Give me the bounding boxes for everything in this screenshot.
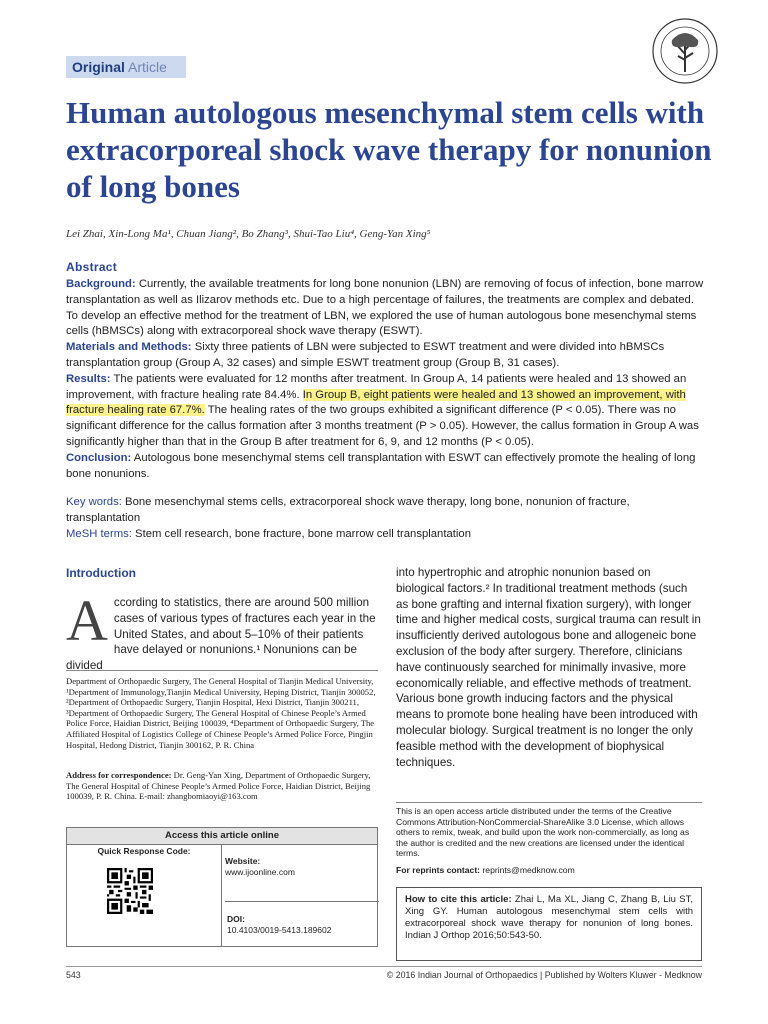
keywords-block: Key words: Bone mesenchymal stems cells, extracorporeal shock wave therapy, long bone, nonunion of fracture, transplantation MeSH terms: Stem cell research, bone fracture, bone marrow cell transplantation bbox=[66, 496, 630, 540]
qr-code-icon[interactable] bbox=[107, 868, 153, 914]
introduction-column-2: into hypertrophic and atrophic nonunion based on biological factors.² In traditional treatment methods (such as bone grafting and internal fixation surgery), with longer time and higher medical costs, surgical trauma can result in insufficiently derived autologous bone and allogeneic bone exclusion of the body after surgery. Therefore, clinicians have continuously searched for minimally invasive, more economically reliable, and effective methods of treatment. Various bone growth inducing factors and the physical means to promote bone healing have been introduced with molecular biology. Surgical treatment is no longer the only feasible method with the development of biophysical techniques. bbox=[396, 566, 701, 769]
abstract-results: Results: The patients were evaluated for 12 months after treatment. In Group A, 14 patients were healed and 13 showed an improvement, with fracture healing rate 84.4%. In Group B, eight patients were healed and 13 showed an improvement, with fracture healing rate 67.7%. The healing rates of the two groups exhibited a significant difference (P < 0.05). There was no significant difference for the callus formation after 3 months treatment (P > 0.05). However, the callus formation in Group A was significantly higher than that in the Group B after treatment for 6, 9, and 12 months (P < 0.05). bbox=[66, 372, 699, 448]
author-list: Lei Zhai, Xin-Long Ma¹, Chuan Jiang², Bo Zhang³, Shui-Tao Liu⁴, Geng-Yan Xing⁵ bbox=[66, 228, 431, 240]
doi-link[interactable]: 10.4103/0019-5413.189602 bbox=[227, 925, 332, 935]
abstract-body bbox=[66, 277, 706, 482]
access-heading: Access this article online bbox=[67, 828, 377, 845]
introduction-text: According to statistics, there are around 500 million cases of various types of fractures each year in the United States, and about 5–10% of their patients have delayed or nonunions.¹ Nonunions can be divided bbox=[66, 588, 376, 673]
highlighted-text: In Group B, eight patients were healed and 13 showed an improvement, with fracture healing rate 67.7%. bbox=[66, 388, 686, 417]
website-row: Website: www.ijoonline.com bbox=[225, 856, 379, 902]
correspondence-address: Address for correspondence: Dr. Geng-Yan Xing, Department of Orthopaedic Surgery, The General Hospital of Chinese People’s Armed Police Force, Haidian District, Beijing 100039, P. R. China. E-mail: zhangbomiaoyi@163.com bbox=[66, 770, 371, 802]
article-type-badge: Original Article bbox=[66, 56, 186, 78]
affiliations: Department of Orthopaedic Surgery, The General Hospital of Tianjin Medical University, ¹Department of Immunology,Tianjin Medical University, Heping District, Tianjin 300052, ²Department of Orthopaedic Surgery, Tianjin Hospital, Hexi District, Tianjin 300211, ³Department of Orthopaedic Surgery, The General Hospital of Chinese People’s Armed Police Force, Haidian District, Beijing 100039, ⁴Department of Orthopaedic Surgery, The Affiliated Hospital of Logistics College of Chinese People’s Armed Police Force, Pingjin Hospital, Hedong District, Tianjin 300162, P. R. China bbox=[66, 670, 378, 750]
drop-cap: A bbox=[66, 588, 108, 653]
reprints-email[interactable]: reprints@medknow.com bbox=[482, 864, 575, 875]
introduction-heading: Introduction bbox=[66, 566, 136, 580]
abstract-background: Background: Currently, the available treatments for long bone nonunion (LBN) are removing of focus of infection, bone marrow transplantation as well as Ilizarov methods etc. Due to a high percentage of failures, the treatments are complex and debated. To develop an effective method for the treatment of LBN, we explored the use of human autologous bone mesenchymal stems cells (hBMSCs) along with extracorporeal shock wave therapy (ESWT). bbox=[66, 278, 704, 338]
abstract-conclusion: Conclusion: Autologous bone mesenchymal stems cell transplantation with ESWT can effectively promote the healing of long bone nonunions. bbox=[66, 451, 696, 480]
access-box bbox=[66, 827, 378, 947]
doi-row: DOI: 10.4103/0019-5413.189602 bbox=[225, 902, 379, 936]
article-title: Human autologous mesenchymal stem cells with extracorporeal shock wave therapy for nonunion of long bones bbox=[66, 95, 712, 204]
journal-logo-icon bbox=[650, 16, 720, 86]
citation-box: How to cite this article: Zhai L, Ma XL, Jiang C, Zhang B, Liu ST, Xing GY. Human autologous mesenchymal stem cells with extracorporeal shock wave therapy for nonunion of long bones. Indian J Orthop 2016;50:543-50. bbox=[396, 887, 702, 961]
license-text: This is an open access article distributed under the terms of the Creative Commons Attribution-NonCommercial-ShareAlike 3.0 License, which allows others to remix, tweak, and build upon the work non-commercially, as long as the author is credited and the new creations are licensed under the identical terms. bbox=[396, 806, 690, 859]
license-block: This is an open access article distributed under the terms of the Creative Commons Attribution-NonCommercial-ShareAlike 3.0 License, which allows others to remix, tweak, and build upon the work non-commercially, as long as the author is credited and the new creations are licensed under the identical terms. For reprints contact: reprints@medknow.com bbox=[396, 802, 702, 876]
access-links bbox=[223, 844, 379, 936]
abstract-heading: Abstract bbox=[66, 260, 118, 274]
qr-cell bbox=[67, 844, 222, 946]
abstract-methods: Materials and Methods: Sixty three patients of LBN were subjected to ESWT treatment and were divided into hBMSCs transplantation group (Group A, 32 cases) and simple ESWT treatment group (Group B, 31 cases). bbox=[66, 341, 665, 369]
website-link[interactable]: www.ijoonline.com bbox=[225, 867, 295, 877]
copyright: © 2016 Indian Journal of Orthopaedics | Published by Wolters Kluwer - Medknow bbox=[386, 970, 702, 980]
page-number: 543 bbox=[66, 970, 81, 980]
page-footer bbox=[66, 966, 702, 980]
qr-label: Quick Response Code: bbox=[97, 846, 191, 856]
